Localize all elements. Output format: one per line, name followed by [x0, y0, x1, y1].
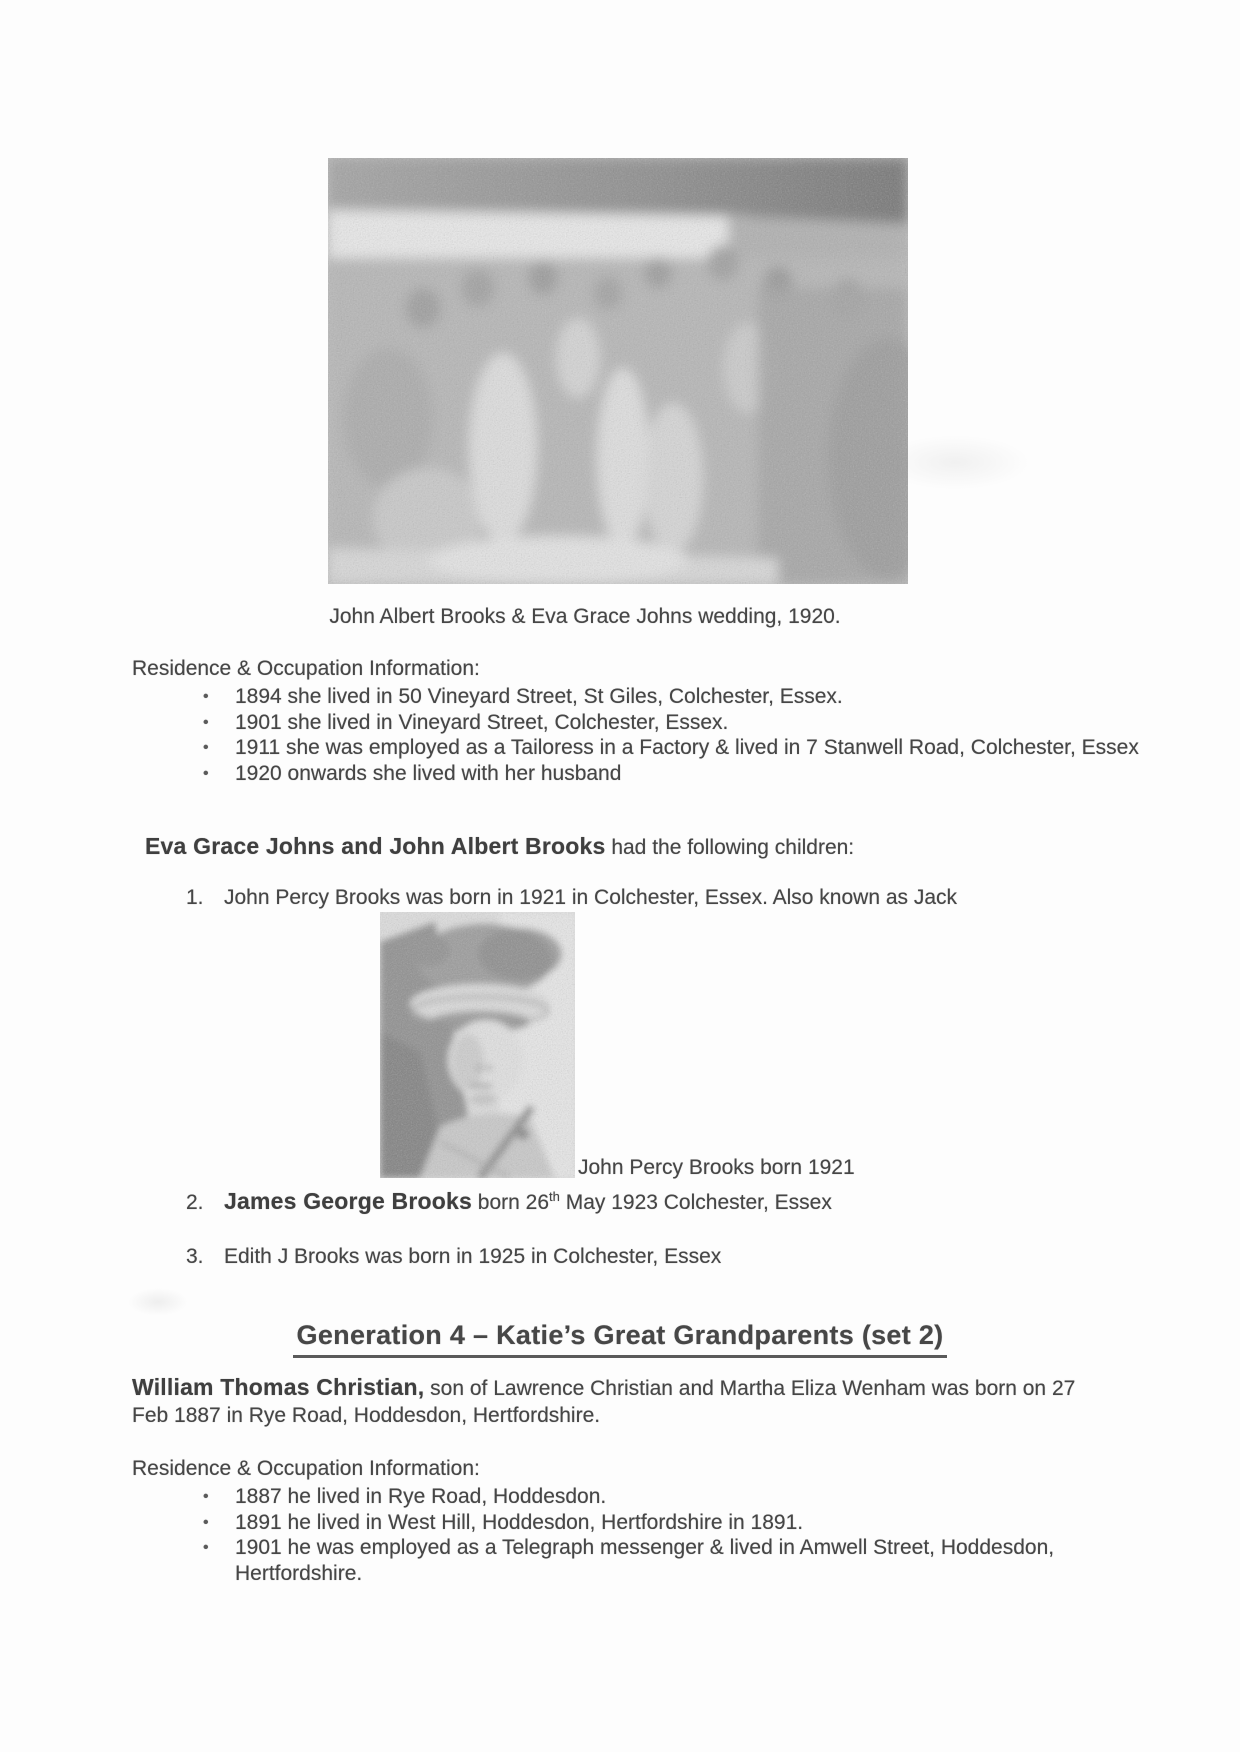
bullet-dot: • — [203, 713, 209, 731]
item-number: 2. — [186, 1191, 204, 1214]
item-text-mid: born 26 — [471, 1191, 550, 1214]
generation-heading: Generation 4 – Katie’s Great Grandparents (set 2) — [293, 1320, 948, 1358]
bullet-text: 1887 he lived in Rye Road, Hoddesdon. — [235, 1485, 607, 1508]
list-item — [203, 1484, 1165, 1510]
list-item — [203, 1535, 1165, 1586]
bullet-text: 1920 onwards she lived with her husband — [235, 761, 622, 785]
bullet-text: 1894 she lived in 50 Vineyard Street, St Giles, Colchester, Essex. — [235, 685, 843, 708]
ordinal-suffix: th — [549, 1189, 560, 1204]
child-item-3 — [186, 1245, 721, 1269]
bullet-text: 1891 he lived in West Hill, Hoddesdon, Hertfordshire in 1891. — [235, 1510, 804, 1534]
bullet-dot: • — [203, 764, 209, 782]
william-paragraph — [132, 1374, 1092, 1429]
item-text: Edith J Brooks was born in 1925 in Colchester, Essex — [224, 1245, 722, 1268]
residence-heading-2: Residence & Occupation Information: — [132, 1457, 480, 1480]
wedding-photo-caption: John Albert Brooks & Eva Grace Johns wedding, 1920. — [329, 605, 841, 628]
item-text-rest: May 1923 Colchester, Essex — [559, 1191, 832, 1214]
child-item-1 — [186, 886, 957, 910]
item-number: 3. — [186, 1245, 204, 1268]
list-item — [203, 684, 1139, 710]
children-heading — [145, 833, 854, 860]
portrait-photo-art — [380, 912, 575, 1178]
child-item-2 — [186, 1188, 832, 1215]
list-item — [203, 761, 1139, 787]
bullet-dot: • — [203, 1513, 209, 1531]
generation-heading-row — [0, 1320, 1240, 1358]
bullet-dot: • — [203, 1539, 209, 1556]
scan-smudge — [128, 1288, 188, 1316]
children-heading-bold: Eva Grace Johns and John Albert Brooks — [145, 833, 606, 859]
bullet-text: 1911 she was employed as a Tailoress in a Factory & lived in 7 Stanwell Road, Colchester, Essex — [235, 736, 1139, 759]
residence-heading-1: Residence & Occupation Information: — [132, 657, 480, 680]
wedding-photo — [328, 158, 908, 584]
wedding-photo-art — [328, 158, 908, 584]
bullet-dot: • — [203, 1488, 209, 1505]
list-item — [203, 1510, 1165, 1536]
bullet-dot: • — [203, 688, 209, 705]
item-text: John Percy Brooks was born in 1921 in Colchester, Essex. Also known as Jack — [224, 886, 958, 909]
child-name-bold: James George Brooks — [224, 1188, 472, 1214]
bullet-dot: • — [203, 739, 209, 756]
list-item — [203, 710, 1139, 736]
william-name-bold: William Thomas Christian, — [132, 1374, 425, 1400]
residence-list-2 — [203, 1484, 1165, 1586]
portrait-caption: John Percy Brooks born 1921 — [578, 1156, 855, 1179]
portrait-photo — [380, 912, 575, 1178]
residence-list-1 — [203, 684, 1139, 786]
item-text — [224, 1188, 832, 1215]
list-item — [203, 735, 1139, 761]
item-number: 1. — [186, 886, 204, 909]
bullet-text: 1901 he was employed as a Telegraph messenger & lived in Amwell Street, Hoddesdon, Hertfordshire. — [235, 1536, 1055, 1585]
william-text: son of Lawrence Christian and Martha Eliza Wenham was born on 27 Feb 1887 in Rye Road, Hoddesdon, Hertfordshire. — [132, 1377, 1076, 1427]
bullet-text: 1901 she lived in Vineyard Street, Colchester, Essex. — [235, 710, 729, 734]
children-heading-rest: had the following children: — [605, 836, 855, 859]
